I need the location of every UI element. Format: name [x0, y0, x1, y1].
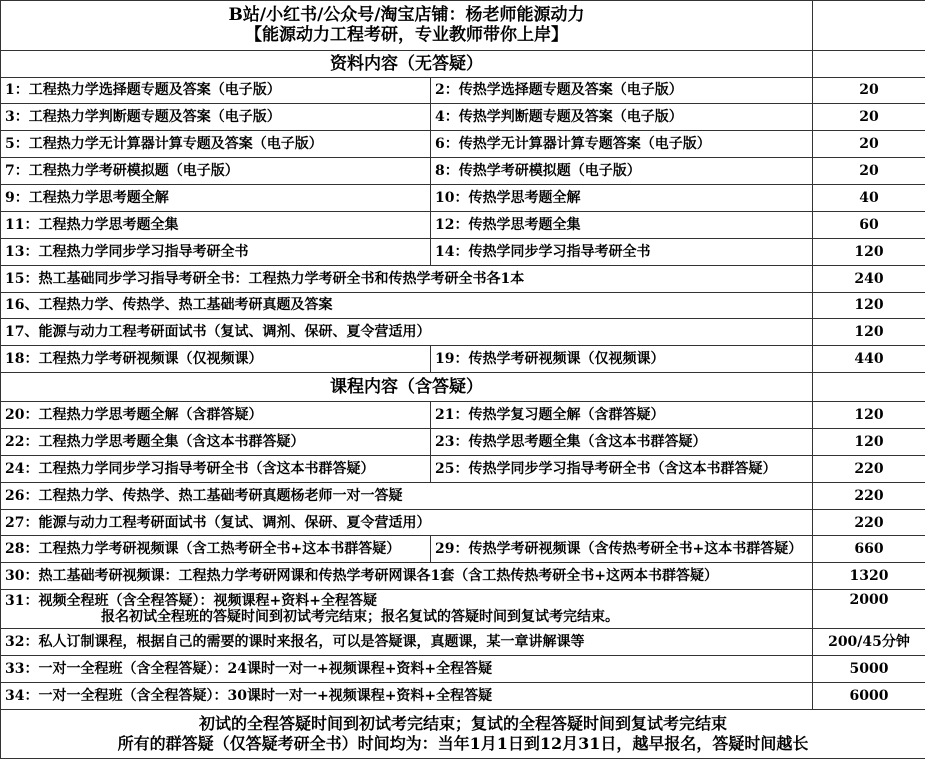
price-cell: 220	[813, 482, 925, 509]
item-right: 10：传热学思考题全解	[431, 185, 813, 212]
section-empty-cell	[813, 50, 925, 77]
table-row	[1, 629, 925, 656]
footer-row	[1, 710, 925, 759]
table-row	[1, 211, 925, 238]
price-cell: 120	[813, 319, 925, 346]
item-left: 9：工程热力学思考题全解	[1, 185, 431, 212]
table-row	[1, 131, 925, 158]
price-cell: 2000	[813, 590, 925, 629]
table-row	[1, 265, 925, 292]
price-cell: 60	[813, 211, 925, 238]
table-row	[1, 104, 925, 131]
item-left: 11：工程热力学思考题全集	[1, 211, 431, 238]
item-left: 28：工程热力学考研视频课（含工热考研全书+这本书群答疑）	[1, 536, 431, 563]
footer-line2: 所有的群答疑（仅答疑考研全书）时间均为：当年1月1日到12月31日，越早报名，答疑时间越长	[117, 734, 809, 754]
price-cell: 5000	[813, 656, 925, 683]
item-right: 19：传热学考研视频课（仅视频课）	[431, 346, 813, 373]
price-cell: 20	[813, 104, 925, 131]
table-row	[1, 455, 925, 482]
section-row-materials	[1, 50, 925, 77]
section-row-courses	[1, 373, 925, 402]
item-right: 29：传热学考研视频课（含传热考研全书+这本书群答疑）	[431, 536, 813, 563]
item-full: 32：私人订制课程，根据自己的需要的课时来报名，可以是答疑课，真题课，某一章讲解课等	[1, 629, 813, 656]
item-left: 5：工程热力学无计算器计算专题及答案（电子版）	[1, 131, 431, 158]
price-cell: 20	[813, 158, 925, 185]
item-right: 25：传热学同步学习指导考研全书（含这本书群答疑）	[431, 455, 813, 482]
table-row	[1, 656, 925, 683]
item-left: 18：工程热力学考研视频课（仅视频课）	[1, 346, 431, 373]
item-text: 31：视频全程班（含全程答疑）：视频课程+资料+全程答疑	[5, 593, 377, 610]
item-left: 3：工程热力学判断题专题及答案（电子版）	[1, 104, 431, 131]
header-cell	[1, 1, 813, 51]
section-title-materials: 资料内容（无答疑）	[1, 50, 813, 77]
footer-cell	[1, 710, 925, 759]
table-row	[1, 346, 925, 373]
item-right: 23：传热学思考题全集（含这本书群答疑）	[431, 428, 813, 455]
price-cell: 660	[813, 536, 925, 563]
table-row	[1, 428, 925, 455]
item-left: 24：工程热力学同步学习指导考研全书（含这本书群答疑）	[1, 455, 431, 482]
table-row	[1, 683, 925, 710]
item-left: 20：工程热力学思考题全解（含群答疑）	[1, 402, 431, 429]
price-cell: 6000	[813, 683, 925, 710]
table-row	[1, 536, 925, 563]
item-full: 27：能源与动力工程考研面试书（复试、调剂、保研、夏令营适用）	[1, 509, 813, 536]
header-row	[1, 1, 925, 51]
item-full: 17、能源与动力工程考研面试书（复试、调剂、保研、夏令营适用）	[1, 319, 813, 346]
footer-line1: 初试的全程答疑时间到初试考完结束；复试的全程答疑时间到复试考完结束	[198, 714, 727, 734]
header-line2: 【能源动力工程考研，专业教师带你上岸】	[245, 25, 568, 46]
price-cell: 40	[813, 185, 925, 212]
header-line1: B站/小红书/公众号/淘宝店铺：杨老师能源动力	[228, 5, 585, 26]
item-left: 13：工程热力学同步学习指导考研全书	[1, 238, 431, 265]
table-row	[1, 292, 925, 319]
table-row	[1, 158, 925, 185]
price-cell: 120	[813, 402, 925, 429]
table-row	[1, 238, 925, 265]
item-left: 1：工程热力学选择题专题及答案（电子版）	[1, 77, 431, 104]
price-cell: 20	[813, 77, 925, 104]
item-full: 15：热工基础同步学习指导考研全书：工程热力学考研全书和传热学考研全书各1本	[1, 265, 813, 292]
price-cell: 200/45分钟	[813, 629, 925, 656]
price-cell: 20	[813, 131, 925, 158]
price-cell: 220	[813, 509, 925, 536]
price-cell: 240	[813, 265, 925, 292]
item-full: 33：一对一全程班（含全程答疑）：24课时一对一+视频课程+资料+全程答疑	[1, 656, 813, 683]
price-cell: 440	[813, 346, 925, 373]
item-left: 7：工程热力学考研模拟题（电子版）	[1, 158, 431, 185]
item-full: 30：热工基础考研视频课：工程热力学考研网课和传热学考研网课各1套（含工热传热考研全书+这两本书群答疑）	[1, 563, 813, 590]
price-cell: 120	[813, 238, 925, 265]
item-full	[1, 590, 813, 629]
price-cell: 120	[813, 292, 925, 319]
table-row	[1, 590, 925, 629]
table-row	[1, 482, 925, 509]
table-row	[1, 563, 925, 590]
price-cell: 120	[813, 428, 925, 455]
item-full: 34：一对一全程班（含全程答疑）：30课时一对一+视频课程+资料+全程答疑	[1, 683, 813, 710]
price-cell: 1320	[813, 563, 925, 590]
item-full: 16、工程热力学、传热学、热工基础考研真题及答案	[1, 292, 813, 319]
item-right: 4：传热学判断题专题及答案（电子版）	[431, 104, 813, 131]
header-empty-cell	[813, 1, 925, 51]
item-note: 报名初试全程班的答疑时间到初试考完结束；报名复试的答疑时间到复试考完结束。	[101, 609, 619, 626]
item-right: 6：传热学无计算器计算专题答案（电子版）	[431, 131, 813, 158]
table-row	[1, 402, 925, 429]
item-left: 22：工程热力学思考题全集（含这本书群答疑）	[1, 428, 431, 455]
price-cell: 220	[813, 455, 925, 482]
item-right: 14：传热学同步学习指导考研全书	[431, 238, 813, 265]
item-full: 26：工程热力学、传热学、热工基础考研真题杨老师一对一答疑	[1, 482, 813, 509]
table-row	[1, 77, 925, 104]
item-right: 2：传热学选择题专题及答案（电子版）	[431, 77, 813, 104]
table-row	[1, 185, 925, 212]
item-right: 21：传热学复习题全解（含群答疑）	[431, 402, 813, 429]
section-empty-cell	[813, 373, 925, 402]
item-right: 12：传热学思考题全集	[431, 211, 813, 238]
table-row	[1, 319, 925, 346]
section-title-courses: 课程内容（含答疑）	[1, 373, 813, 402]
table-row	[1, 509, 925, 536]
item-right: 8：传热学考研模拟题（电子版）	[431, 158, 813, 185]
